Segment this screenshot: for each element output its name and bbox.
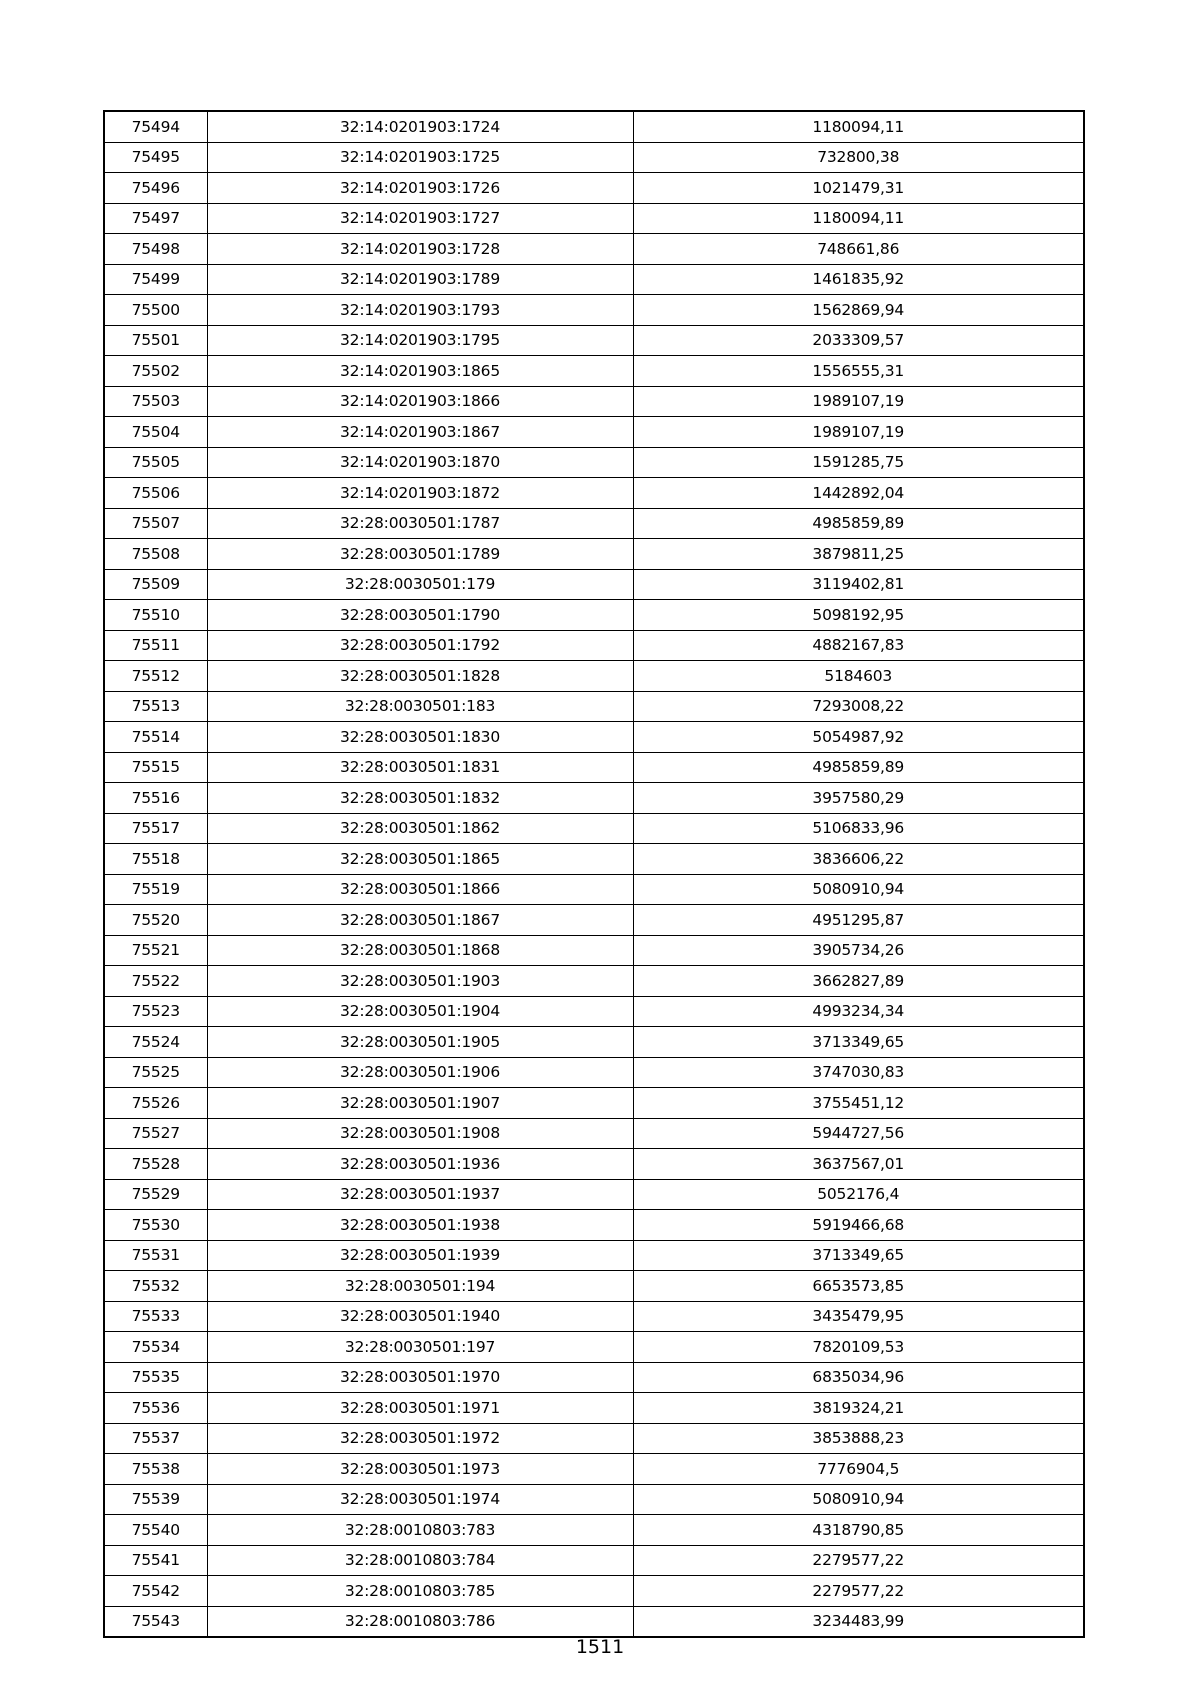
- table-row: [104, 1454, 1084, 1485]
- cadastral-number-cell: 32:28:0030501:1936: [207, 1149, 633, 1180]
- row-number-cell: 75523: [104, 996, 207, 1027]
- cadastral-number-cell: 32:28:0030501:1939: [207, 1240, 633, 1271]
- cadastral-number-cell: 32:28:0030501:1938: [207, 1210, 633, 1241]
- cadastral-number-cell: 32:28:0030501:1937: [207, 1179, 633, 1210]
- cadastral-number-cell: 32:28:0030501:1830: [207, 722, 633, 753]
- cadastral-value-cell: 3637567,01: [633, 1149, 1084, 1180]
- row-number-cell: 75515: [104, 752, 207, 783]
- cadastral-number-cell: 32:28:0030501:1787: [207, 508, 633, 539]
- table-row: [104, 1515, 1084, 1546]
- cadastral-number-cell: 32:28:0030501:1867: [207, 905, 633, 936]
- cadastral-value-cell: 4993234,34: [633, 996, 1084, 1027]
- table-row: [104, 844, 1084, 875]
- table-row: [104, 1057, 1084, 1088]
- row-number-cell: 75528: [104, 1149, 207, 1180]
- cadastral-value-cell: 3819324,21: [633, 1393, 1084, 1424]
- row-number-cell: 75526: [104, 1088, 207, 1119]
- row-number-cell: 75531: [104, 1240, 207, 1271]
- cadastral-value-cell: 5944727,56: [633, 1118, 1084, 1149]
- cadastral-number-cell: 32:14:0201903:1726: [207, 173, 633, 204]
- cadastral-value-cell: 1989107,19: [633, 386, 1084, 417]
- row-number-cell: 75533: [104, 1301, 207, 1332]
- table-row: [104, 539, 1084, 570]
- cadastral-number-cell: 32:14:0201903:1867: [207, 417, 633, 448]
- table-row: [104, 874, 1084, 905]
- table-row: [104, 1484, 1084, 1515]
- row-number-cell: 75503: [104, 386, 207, 417]
- row-number-cell: 75514: [104, 722, 207, 753]
- table-row: [104, 203, 1084, 234]
- cadastral-number-cell: 32:28:0030501:1905: [207, 1027, 633, 1058]
- table-row: [104, 630, 1084, 661]
- table-row: [104, 966, 1084, 997]
- table-row: [104, 600, 1084, 631]
- cadastral-number-cell: 32:28:0010803:786: [207, 1606, 633, 1637]
- row-number-cell: 75524: [104, 1027, 207, 1058]
- cadastral-number-cell: 32:28:0010803:783: [207, 1515, 633, 1546]
- cadastral-number-cell: 32:28:0030501:1907: [207, 1088, 633, 1119]
- table-row: [104, 1576, 1084, 1607]
- row-number-cell: 75519: [104, 874, 207, 905]
- table-row: [104, 722, 1084, 753]
- row-number-cell: 75497: [104, 203, 207, 234]
- table-row: [104, 173, 1084, 204]
- table-row: [104, 264, 1084, 295]
- row-number-cell: 75509: [104, 569, 207, 600]
- row-number-cell: 75494: [104, 111, 207, 142]
- row-number-cell: 75496: [104, 173, 207, 204]
- cadastral-number-cell: 32:28:0030501:1903: [207, 966, 633, 997]
- cadastral-value-cell: 3905734,26: [633, 935, 1084, 966]
- cadastral-number-cell: 32:28:0030501:1862: [207, 813, 633, 844]
- cadastral-value-cell: 1021479,31: [633, 173, 1084, 204]
- cadastral-number-cell: 32:28:0030501:1868: [207, 935, 633, 966]
- row-number-cell: 75541: [104, 1545, 207, 1576]
- row-number-cell: 75507: [104, 508, 207, 539]
- cadastral-value-cell: 7820109,53: [633, 1332, 1084, 1363]
- table-row: [104, 1027, 1084, 1058]
- row-number-cell: 75535: [104, 1362, 207, 1393]
- table-row: [104, 1606, 1084, 1637]
- cadastral-number-cell: 32:14:0201903:1865: [207, 356, 633, 387]
- cadastral-value-cell: 4318790,85: [633, 1515, 1084, 1546]
- cadastral-value-cell: 3234483,99: [633, 1606, 1084, 1637]
- cadastral-value-cell: 1556555,31: [633, 356, 1084, 387]
- cadastral-value-cell: 6835034,96: [633, 1362, 1084, 1393]
- row-number-cell: 75542: [104, 1576, 207, 1607]
- row-number-cell: 75513: [104, 691, 207, 722]
- cadastral-value-cell: 6653573,85: [633, 1271, 1084, 1302]
- cadastral-number-cell: 32:14:0201903:1725: [207, 142, 633, 173]
- row-number-cell: 75520: [104, 905, 207, 936]
- table-row: [104, 1149, 1084, 1180]
- cadastral-value-cell: 3713349,65: [633, 1240, 1084, 1271]
- cadastral-value-cell: 3713349,65: [633, 1027, 1084, 1058]
- table-row: [104, 1393, 1084, 1424]
- row-number-cell: 75534: [104, 1332, 207, 1363]
- cadastral-value-cell: 2279577,22: [633, 1545, 1084, 1576]
- row-number-cell: 75511: [104, 630, 207, 661]
- cadastral-value-cell: 748661,86: [633, 234, 1084, 265]
- cadastral-number-cell: 32:28:0030501:1940: [207, 1301, 633, 1332]
- row-number-cell: 75495: [104, 142, 207, 173]
- cadastral-value-cell: 1442892,04: [633, 478, 1084, 509]
- row-number-cell: 75527: [104, 1118, 207, 1149]
- cadastral-number-cell: 32:28:0030501:1908: [207, 1118, 633, 1149]
- cadastral-value-cell: 3853888,23: [633, 1423, 1084, 1454]
- row-number-cell: 75518: [104, 844, 207, 875]
- cadastral-number-cell: 32:28:0030501:1790: [207, 600, 633, 631]
- cadastral-value-cell: 1989107,19: [633, 417, 1084, 448]
- cadastral-number-cell: 32:28:0030501:1789: [207, 539, 633, 570]
- table-row: [104, 356, 1084, 387]
- row-number-cell: 75529: [104, 1179, 207, 1210]
- cadastral-value-cell: 4882167,83: [633, 630, 1084, 661]
- table-row: [104, 752, 1084, 783]
- cadastral-value-cell: 4985859,89: [633, 508, 1084, 539]
- row-number-cell: 75498: [104, 234, 207, 265]
- cadastral-value-cell: 4951295,87: [633, 905, 1084, 936]
- cadastral-number-cell: 32:14:0201903:1793: [207, 295, 633, 326]
- cadastral-number-cell: 32:14:0201903:1866: [207, 386, 633, 417]
- table-row: [104, 142, 1084, 173]
- row-number-cell: 75521: [104, 935, 207, 966]
- cadastral-number-cell: 32:14:0201903:1795: [207, 325, 633, 356]
- table-row: [104, 1301, 1084, 1332]
- table-row: [104, 1545, 1084, 1576]
- table-row: [104, 1210, 1084, 1241]
- table-row: [104, 1423, 1084, 1454]
- table-row: [104, 1088, 1084, 1119]
- cadastral-number-cell: 32:28:0030501:1865: [207, 844, 633, 875]
- table-row: [104, 1362, 1084, 1393]
- row-number-cell: 75539: [104, 1484, 207, 1515]
- table-row: [104, 905, 1084, 936]
- row-number-cell: 75505: [104, 447, 207, 478]
- table-row: [104, 691, 1084, 722]
- cadastral-value-cell: 3879811,25: [633, 539, 1084, 570]
- row-number-cell: 75536: [104, 1393, 207, 1424]
- cadastral-value-cell: 1562869,94: [633, 295, 1084, 326]
- cadastral-value-cell: 5080910,94: [633, 1484, 1084, 1515]
- row-number-cell: 75502: [104, 356, 207, 387]
- cadastral-value-cell: 1180094,11: [633, 111, 1084, 142]
- cadastral-number-cell: 32:28:0030501:179: [207, 569, 633, 600]
- table-row: [104, 386, 1084, 417]
- cadastral-number-cell: 32:28:0030501:1970: [207, 1362, 633, 1393]
- cadastral-value-cell: 3662827,89: [633, 966, 1084, 997]
- cadastral-number-cell: 32:14:0201903:1872: [207, 478, 633, 509]
- cadastral-number-cell: 32:14:0201903:1728: [207, 234, 633, 265]
- table-body: [104, 111, 1084, 1637]
- table-row: [104, 1271, 1084, 1302]
- cadastral-number-cell: 32:28:0010803:784: [207, 1545, 633, 1576]
- row-number-cell: 75510: [104, 600, 207, 631]
- cadastral-value-cell: 5080910,94: [633, 874, 1084, 905]
- row-number-cell: 75540: [104, 1515, 207, 1546]
- cadastral-number-cell: 32:28:0030501:1972: [207, 1423, 633, 1454]
- cadastral-value-cell: 732800,38: [633, 142, 1084, 173]
- cadastral-value-cell: 5106833,96: [633, 813, 1084, 844]
- table-row: [104, 325, 1084, 356]
- cadastral-value-cell: 4985859,89: [633, 752, 1084, 783]
- row-number-cell: 75501: [104, 325, 207, 356]
- cadastral-number-cell: 32:28:0030501:1904: [207, 996, 633, 1027]
- table-row: [104, 935, 1084, 966]
- cadastral-value-cell: 3836606,22: [633, 844, 1084, 875]
- table-row: [104, 1240, 1084, 1271]
- cadastral-number-cell: 32:28:0030501:1974: [207, 1484, 633, 1515]
- cadastral-value-cell: 5052176,4: [633, 1179, 1084, 1210]
- cadastral-value-cell: 5919466,68: [633, 1210, 1084, 1241]
- cadastral-number-cell: 32:28:0030501:1973: [207, 1454, 633, 1485]
- cadastral-value-cell: 1180094,11: [633, 203, 1084, 234]
- row-number-cell: 75504: [104, 417, 207, 448]
- row-number-cell: 75516: [104, 783, 207, 814]
- table-row: [104, 1179, 1084, 1210]
- cadastral-value-cell: 7293008,22: [633, 691, 1084, 722]
- table-row: [104, 234, 1084, 265]
- cadastral-value-cell: 5054987,92: [633, 722, 1084, 753]
- table-row: [104, 783, 1084, 814]
- cadastral-number-cell: 32:28:0030501:1906: [207, 1057, 633, 1088]
- cadastral-value-cell: 5098192,95: [633, 600, 1084, 631]
- row-number-cell: 75500: [104, 295, 207, 326]
- cadastral-value-cell: 3435479,95: [633, 1301, 1084, 1332]
- table-row: [104, 813, 1084, 844]
- table-row: [104, 295, 1084, 326]
- cadastral-value-cell: 2033309,57: [633, 325, 1084, 356]
- cadastral-value-cell: 2279577,22: [633, 1576, 1084, 1607]
- cadastral-value-cell: 7776904,5: [633, 1454, 1084, 1485]
- row-number-cell: 75532: [104, 1271, 207, 1302]
- table-row: [104, 996, 1084, 1027]
- cadastral-number-cell: 32:28:0030501:1971: [207, 1393, 633, 1424]
- cadastral-number-cell: 32:28:0030501:1792: [207, 630, 633, 661]
- cadastral-value-cell: 1591285,75: [633, 447, 1084, 478]
- table-row: [104, 1332, 1084, 1363]
- table-row: [104, 111, 1084, 142]
- cadastral-number-cell: 32:14:0201903:1789: [207, 264, 633, 295]
- row-number-cell: 75508: [104, 539, 207, 570]
- cadastral-number-cell: 32:28:0030501:194: [207, 1271, 633, 1302]
- table-row: [104, 569, 1084, 600]
- table-row: [104, 1118, 1084, 1149]
- table-row: [104, 661, 1084, 692]
- cadastral-number-cell: 32:28:0030501:197: [207, 1332, 633, 1363]
- cadastral-value-cell: 1461835,92: [633, 264, 1084, 295]
- cadastral-value-cell: 5184603: [633, 661, 1084, 692]
- row-number-cell: 75517: [104, 813, 207, 844]
- table-row: [104, 508, 1084, 539]
- row-number-cell: 75537: [104, 1423, 207, 1454]
- row-number-cell: 75543: [104, 1606, 207, 1637]
- cadastral-number-cell: 32:28:0030501:1831: [207, 752, 633, 783]
- row-number-cell: 75512: [104, 661, 207, 692]
- cadastral-number-cell: 32:14:0201903:1724: [207, 111, 633, 142]
- table-row: [104, 417, 1084, 448]
- cadastral-number-cell: 32:14:0201903:1870: [207, 447, 633, 478]
- row-number-cell: 75506: [104, 478, 207, 509]
- row-number-cell: 75522: [104, 966, 207, 997]
- cadastral-value-table: [103, 110, 1085, 1638]
- cadastral-value-cell: 3957580,29: [633, 783, 1084, 814]
- cadastral-value-cell: 3747030,83: [633, 1057, 1084, 1088]
- table-row: [104, 447, 1084, 478]
- cadastral-value-cell: 3119402,81: [633, 569, 1084, 600]
- cadastral-number-cell: 32:28:0030501:183: [207, 691, 633, 722]
- row-number-cell: 75525: [104, 1057, 207, 1088]
- cadastral-number-cell: 32:14:0201903:1727: [207, 203, 633, 234]
- cadastral-number-cell: 32:28:0030501:1828: [207, 661, 633, 692]
- row-number-cell: 75538: [104, 1454, 207, 1485]
- cadastral-value-cell: 3755451,12: [633, 1088, 1084, 1119]
- cadastral-number-cell: 32:28:0030501:1832: [207, 783, 633, 814]
- table-row: [104, 478, 1084, 509]
- cadastral-number-cell: 32:28:0030501:1866: [207, 874, 633, 905]
- row-number-cell: 75530: [104, 1210, 207, 1241]
- cadastral-number-cell: 32:28:0010803:785: [207, 1576, 633, 1607]
- page-number: 1511: [575, 1636, 625, 1658]
- row-number-cell: 75499: [104, 264, 207, 295]
